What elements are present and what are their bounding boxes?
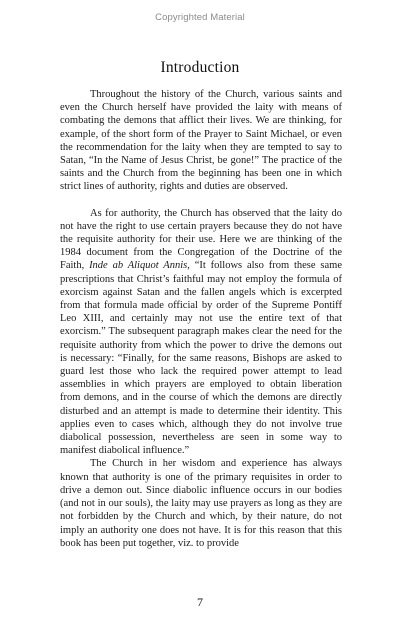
paragraph-3: The Church in her wisdom and experience has always known that authority is one of the primary requisites in order to drive a demon out. Since diabolic influence occurs in our bodies (and not in our souls), the laity may use prayers as long as they are not forbidden by the Church and which, by their nature, do not imply an authority one does not have. It is for this reason that this book has been put together, viz. to provide (60, 458, 342, 549)
document-title-italic: Inde ab Aliquot Annis (89, 260, 188, 272)
paragraph-2 (60, 207, 342, 458)
paragraph-1: Throughout the history of the Church, various saints and even the Church herself have provided the laity with means of combating the demons that afflict their lives. We are thinking, for example, of the short form of the Prayer to Saint Michael, or even the recommendation for the laity when they are tempted to say to Satan, “In the Name of Jesus Christ, be gone!” The practice of the saints and the Church from the beginning has been one in which strict lines of authority, rights and duties are observed. (60, 89, 342, 193)
paragraph-2-text-a: As for authority, the Church has observed that the laity do not have the right to use certain prayers because they do not have the requisite authority for their use. Here we are thinking of the 1984 document from the Congregation of the Doctrine of the Faith, (60, 207, 342, 272)
page-number: 7 (197, 595, 203, 609)
chapter-title: Introduction (160, 59, 240, 76)
copyright-watermark: Copyrighted Material (155, 12, 245, 23)
paragraph-2-text-b: , “It follows also from these same prescriptions that Christ’s faithful may not employ the formula of exorcism against Satan and the fallen angels which is excerpted from that formula made official by order of the Supreme Pontiff Leo XIII, and certainly may not use the entire text of that exorcism.” The subsequent paragraph makes clear the need for the requisite authority from which the power to drive the demons out is necessary: “Finally, for the same reasons, Bishops are asked to guard lest those who lack the required power attempt to lead assemblies in which prayers are employed to obtain liberation from demons, and in the course of which the demons are directly disturbed and an attempt is made to determine their identity. This applies even to cases which, although they do not involve true diabolical possession, nevertheless are seen in some way to manifest diabolical influence.” (60, 260, 342, 457)
body-text (60, 88, 342, 550)
